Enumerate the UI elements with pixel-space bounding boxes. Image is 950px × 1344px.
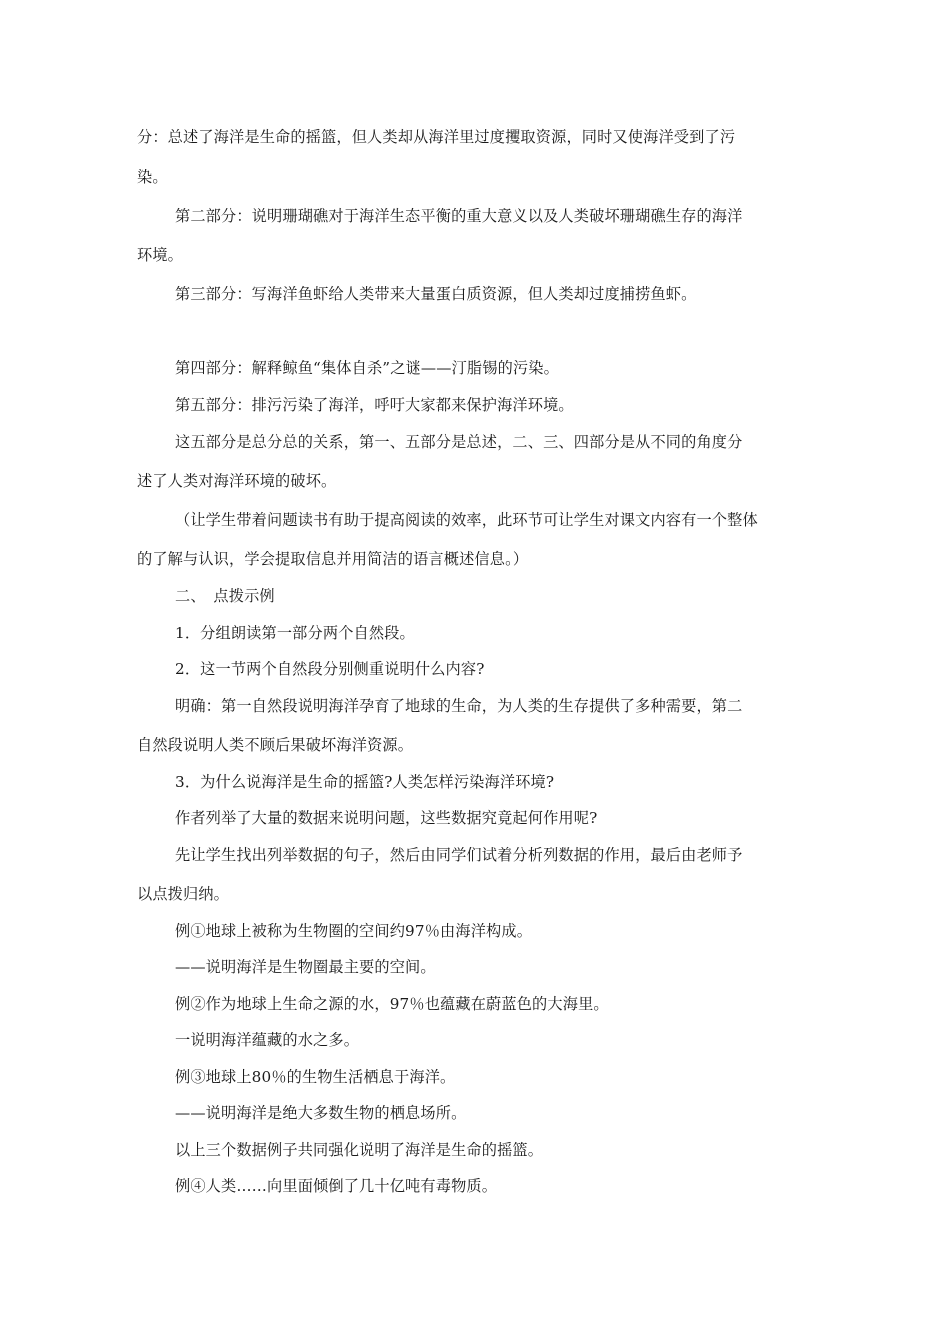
line-10: （让学生带着问题读书有助于提高阅读的效率，此环节可让学生对课文内容有一个整体 (175, 511, 758, 529)
line-5: 第三部分：写海洋鱼虾给人类带来大量蛋白质资源，但人类却过度捕捞鱼虾。 (175, 285, 697, 303)
example-4: 例④人类……向里面倾倒了几十亿吨有毒物质。 (175, 1177, 498, 1195)
example-3-explanation: ——说明海洋是绝大多数生物的栖息场所。 (175, 1104, 467, 1122)
line-16: 自然段说明人类不顾后果破坏海洋资源。 (137, 736, 414, 754)
line-3: 第二部分：说明珊瑚礁对于海洋生态平衡的重大意义以及人类破坏珊瑚礁生存的海洋 (175, 207, 743, 225)
example-1-explanation: ——说明海洋是生物圈最主要的空间。 (175, 958, 436, 976)
line-4: 环境。 (137, 246, 184, 264)
line-1: 分：总述了海洋是生命的摇篮，但人类却从海洋里过度攫取资源，同时又使海洋受到了污 (137, 128, 736, 146)
line-27: 以上三个数据例子共同强化说明了海洋是生命的摇篮。 (175, 1141, 544, 1159)
line-6: 第四部分：解释鲸鱼“集体自杀”之谜——汀脂锡的污染。 (175, 359, 559, 377)
example-2-explanation: 一说明海洋蕴藏的水之多。 (175, 1031, 360, 1049)
line-17: 3．为什么说海洋是生命的摇篮?人类怎样污染海洋环境? (175, 773, 555, 791)
line-15: 明确：第一自然段说明海洋孕育了地球的生命，为人类的生存提供了多种需要，第二 (175, 697, 743, 715)
line-11: 的了解与认识，学会提取信息并用简洁的语言概述信息。） (137, 550, 529, 568)
line-2: 染。 (137, 168, 168, 186)
section-heading: 二、 点拨示例 (175, 587, 275, 605)
line-14: 2．这一节两个自然段分别侧重说明什么内容? (175, 660, 485, 678)
example-3: 例③地球上80％的生物生活栖息于海洋。 (175, 1068, 456, 1086)
example-2: 例②作为地球上生命之源的水，97％也蕴藏在蔚蓝色的大海里。 (175, 995, 609, 1013)
line-19: 先让学生找出列举数据的句子，然后由同学们试着分析列数据的作用，最后由老师予 (175, 846, 743, 864)
line-7: 第五部分：排污污染了海洋，呼吁大家都来保护海洋环境。 (175, 396, 574, 414)
line-8: 这五部分是总分总的关系，第一、五部分是总述，二、三、四部分是从不同的角度分 (175, 433, 743, 451)
line-13: 1．分组朗读第一部分两个自然段。 (175, 624, 415, 642)
line-20: 以点拨归纳。 (137, 885, 230, 903)
line-18: 作者列举了大量的数据来说明问题，这些数据究竟起何作用呢? (175, 809, 598, 827)
example-1: 例①地球上被称为生物圈的空间约97％由海洋构成。 (175, 922, 533, 940)
line-9: 述了人类对海洋环境的破坏。 (137, 472, 337, 490)
